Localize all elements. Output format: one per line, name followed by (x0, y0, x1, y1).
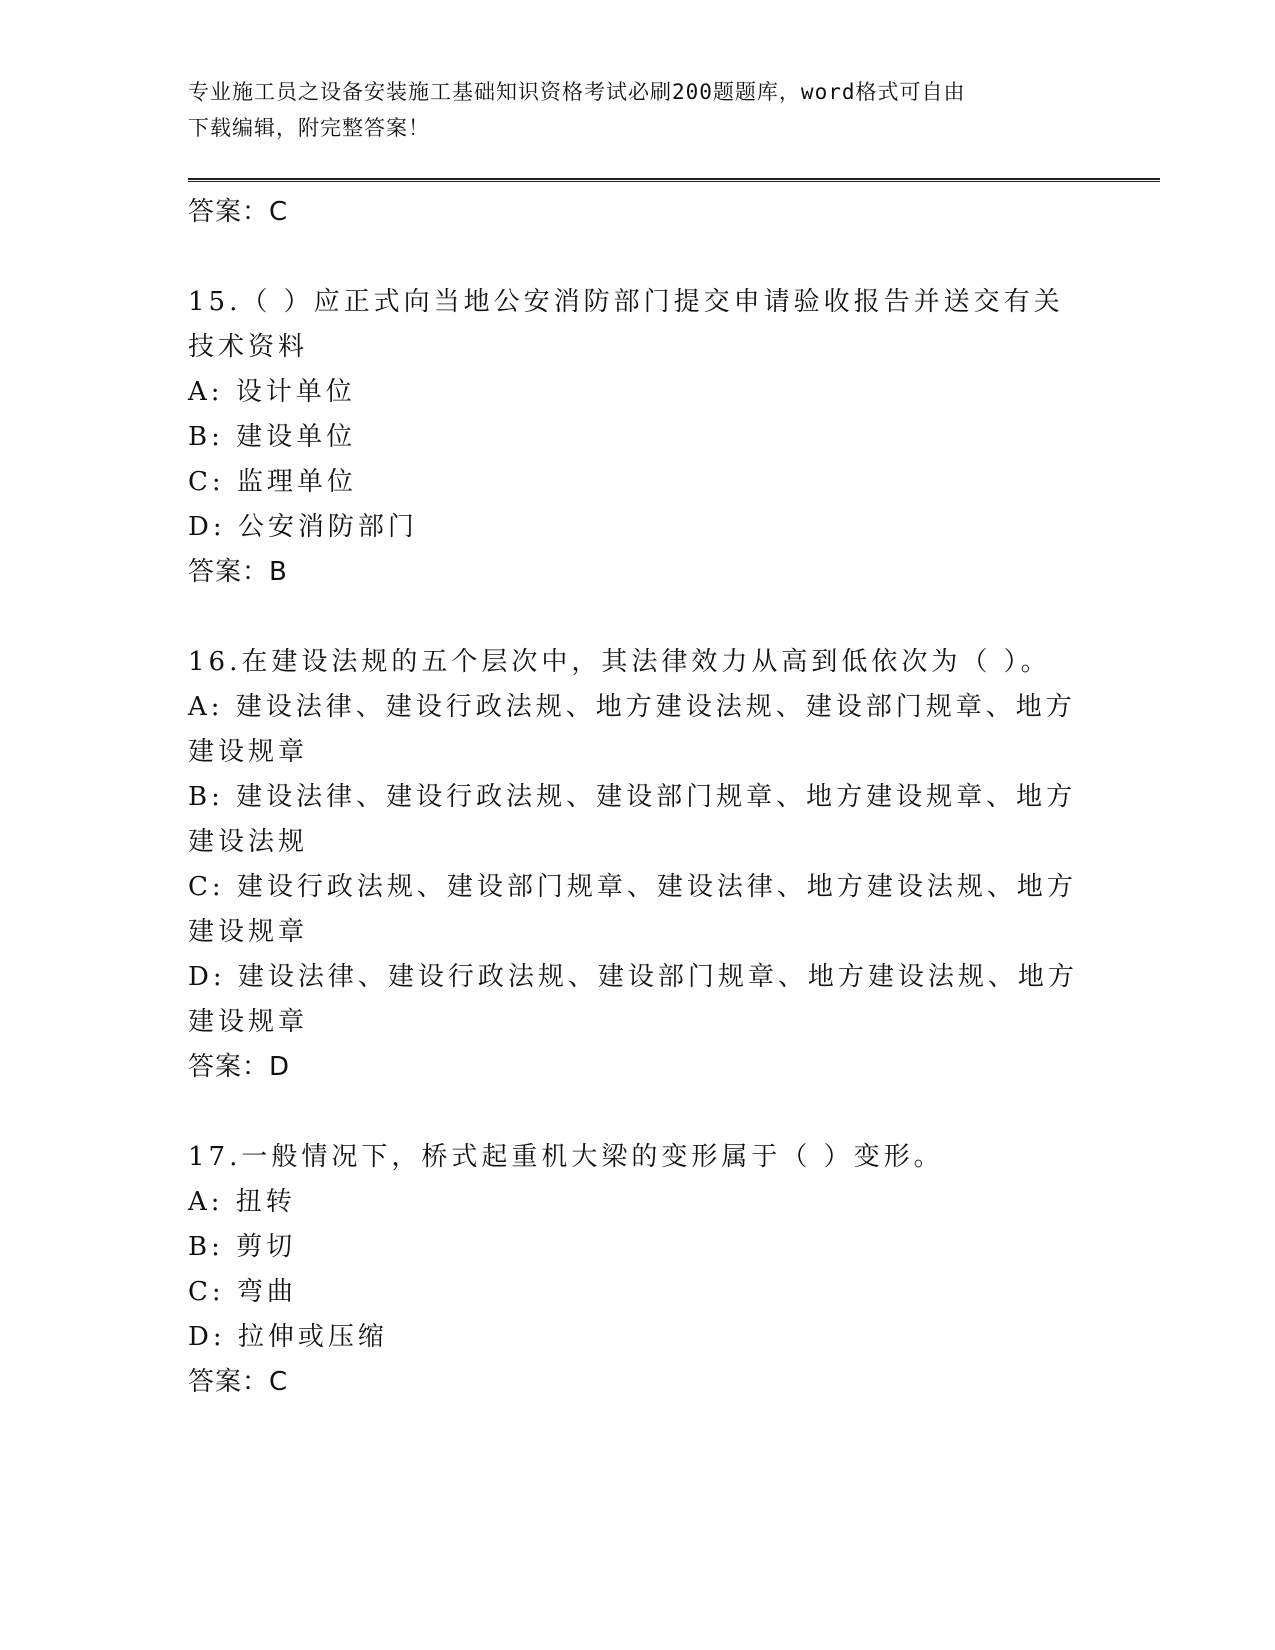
answer: 答案：C (188, 1367, 289, 1397)
option-a: A: 扭转 (188, 1187, 296, 1217)
answer: 答案：D (188, 1052, 291, 1082)
question-stem: 17.一般情况下，桥式起重机大梁的变形属于（ ）变形。 (188, 1142, 944, 1172)
option-b: B: 建设单位 (188, 422, 357, 452)
option-d: D: 建设法律、建设行政法规、建设部门规章、地方建设法规、地方建设规章 (188, 962, 1078, 1037)
question-16 (188, 640, 1088, 1089)
document-body (188, 190, 1088, 1404)
question-stem: 16.在建设法规的五个层次中，其法律效力从高到低依次为（ ）。 (188, 647, 1051, 677)
header-divider (188, 178, 1160, 182)
question-15 (188, 280, 1088, 594)
option-c: C: 建设行政法规、建设部门规章、建设法律、地方建设法规、地方建设规章 (188, 872, 1077, 947)
option-a: A: 建设法律、建设行政法规、地方建设法规、建设部门规章、地方建设规章 (188, 692, 1076, 767)
question-17 (188, 1135, 1088, 1404)
option-d: D: 公安消防部门 (188, 512, 418, 542)
option-a: A: 设计单位 (188, 377, 356, 407)
page-header (188, 74, 1088, 146)
option-d: D: 拉伸或压缩 (188, 1322, 388, 1352)
header-line-2: 下载编辑，附完整答案！ (188, 116, 430, 140)
option-c: C: 监理单位 (188, 467, 357, 497)
answer: 答案：B (188, 557, 288, 587)
option-c: C: 弯曲 (188, 1277, 297, 1307)
option-b: B: 建设法律、建设行政法规、建设部门规章、地方建设规章、地方建设法规 (188, 782, 1077, 857)
question-stem: 15.（ ）应正式向当地公安消防部门提交申请验收报告并送交有关技术资料 (188, 287, 1064, 362)
previous-answer: 答案：C (188, 197, 289, 227)
header-line-1: 专业施工员之设备安装施工基础知识资格考试必刷200题题库，word格式可自由 (188, 80, 966, 104)
option-b: B: 剪切 (188, 1232, 297, 1262)
